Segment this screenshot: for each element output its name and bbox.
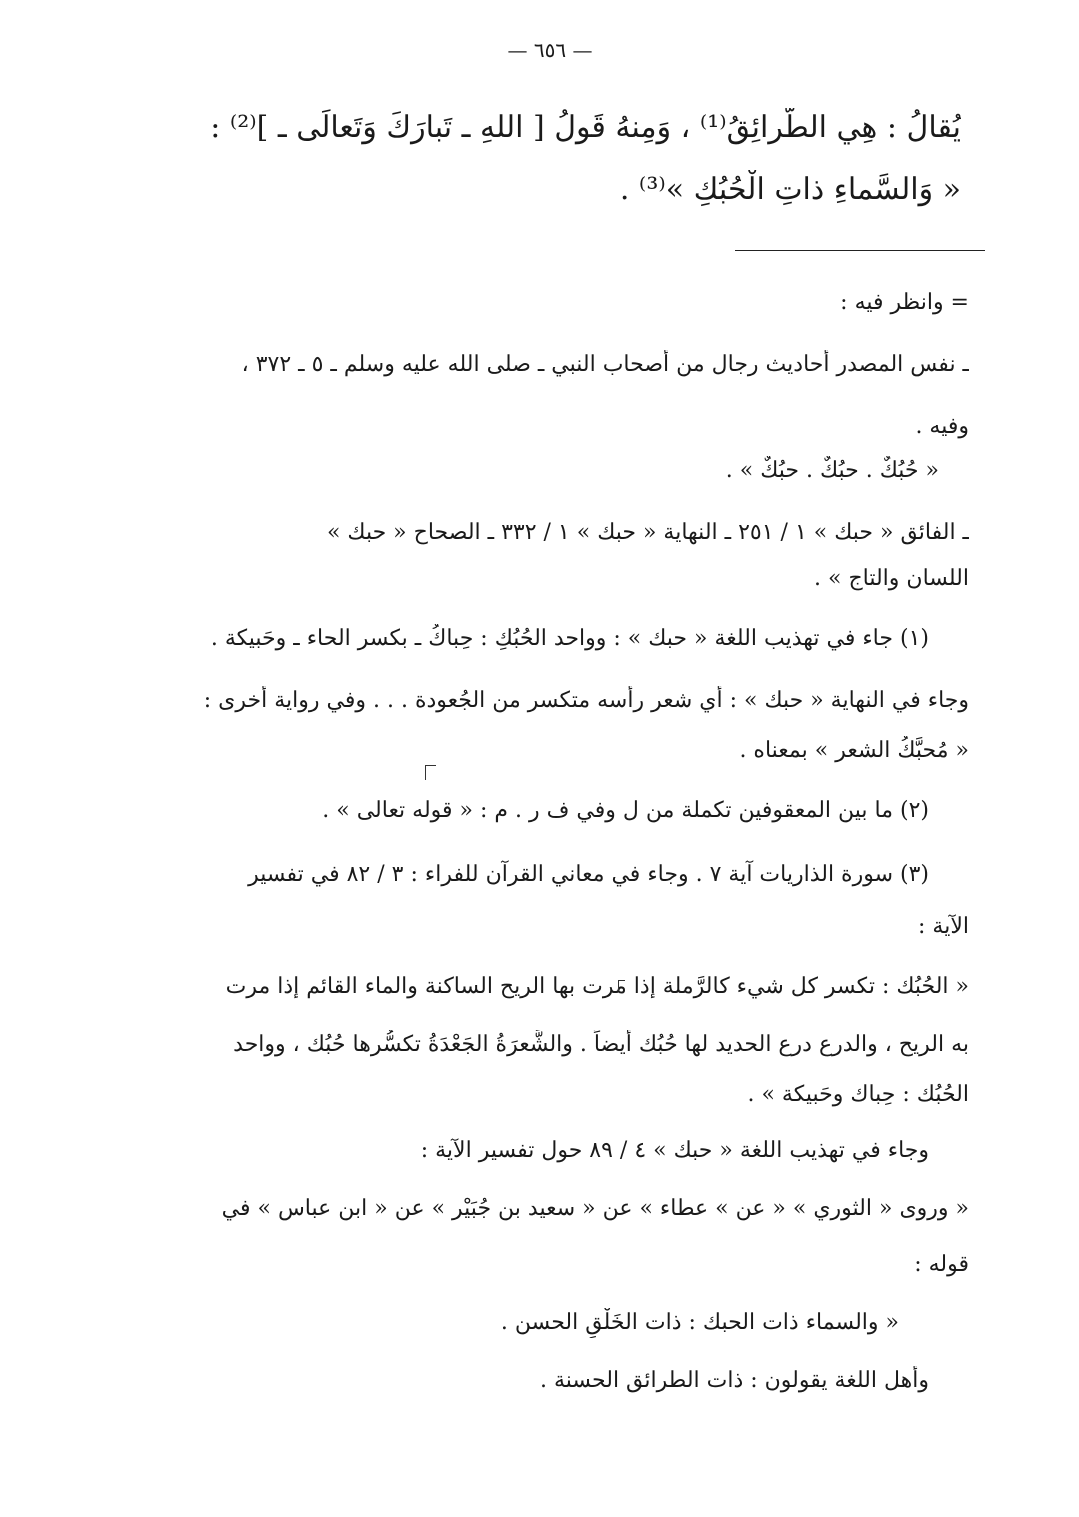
verse-line-2: « وَالسَّماءِ ذاتِ الْحُبُكِ »⁽³⁾ . [619, 172, 961, 207]
tafsir-line-1: « والسماء ذات الحبك : ذات الخَلْقِ الحسن . [500, 1310, 899, 1335]
note-line-0: = وانظر فيه : [840, 290, 969, 315]
footnote-3-line-1: (٣) سورة الذاريات آية ٧ . وجاء في معاني القرآن للفراء : ٣ / ٨٢ في تفسير [248, 862, 929, 887]
note-line-5: اللسان والتاج » . [814, 566, 969, 591]
verse-line-1: يُقالُ : هِي الطَّرائِقُ⁽¹⁾ ، وَمِنهُ قَولُ [ اللهِ ـ تَبارَكَ وَتَعالَى ـ ]⁽²⁾ : [210, 110, 961, 145]
footnote-2: (٢) ما بين المعقوفين تكملة من ل وفي ف ر . م : « قوله تعالى » . [322, 798, 929, 823]
note-line-2: وفيه . [915, 414, 969, 439]
footnote-separator [735, 250, 985, 251]
riwaya-line-2: قوله : [914, 1252, 969, 1277]
bracket-mark-2 [618, 980, 625, 991]
footnote-1-line-2: وجاء في النهاية « حبك » : أي شعر رأسه متكسر من الجُعودة . . . وفي رواية أخرى : [203, 688, 969, 713]
quote-line-3: الحُبُك : حِباك وحَبيكة » . [747, 1082, 969, 1107]
note-line-3: « حُبُكٌ . حبُكٌ . حبُكٌ » . [725, 458, 939, 483]
footnote-3-line-2: الآية : [918, 914, 969, 939]
tafsir-line-2: وأهل اللغة يقولون : ذات الطرائق الحسنة . [540, 1368, 929, 1393]
quote-line-2: به الريح ، والدرع درع الحديد لها حُبُك أيضاً . والشَّعرَةُ الجَعْدَةُ تكسُّرها حُبُك ، وواحد [233, 1032, 969, 1057]
page-number: — ٦٥٦ — [507, 38, 593, 62]
footnote-1-line-3: « مُحبَّكُ الشعر » بمعناه . [739, 738, 969, 763]
note-line-1: ـ نفس المصدر أحاديث رجال من أصحاب النبي ـ صلى الله عليه وسلم ـ ٥ ـ ٣٧٢ ، [241, 352, 969, 377]
quote-line-1: « الحُبُك : تكسر كل شيء كالرَّملة إذا مرت بها الريح الساكنة والماء القائم إذا مرت [225, 974, 969, 999]
tahdhib-line: وجاء في تهذيب اللغة « حبك » ٤ / ٨٩ حول تفسير الآية : [420, 1138, 929, 1163]
riwaya-line-1: « وروى « الثوري » « عن » عطاء » عن « سعيد بن جُبَيْر » عن « ابن عباس » في [221, 1196, 969, 1221]
footnote-1-line-1: (١) جاء في تهذيب اللغة « حبك » : وواحد الحُبُكِ : حِباكُ ـ بكسر الحاء ـ وحَبيكة . [210, 626, 929, 651]
note-line-4: ـ الفائق « حبك » ١ / ٢٥١ ـ النهاية « حبك » ١ / ٣٣٢ ـ الصحاح « حبك » [326, 520, 969, 545]
bracket-mark [425, 765, 436, 780]
